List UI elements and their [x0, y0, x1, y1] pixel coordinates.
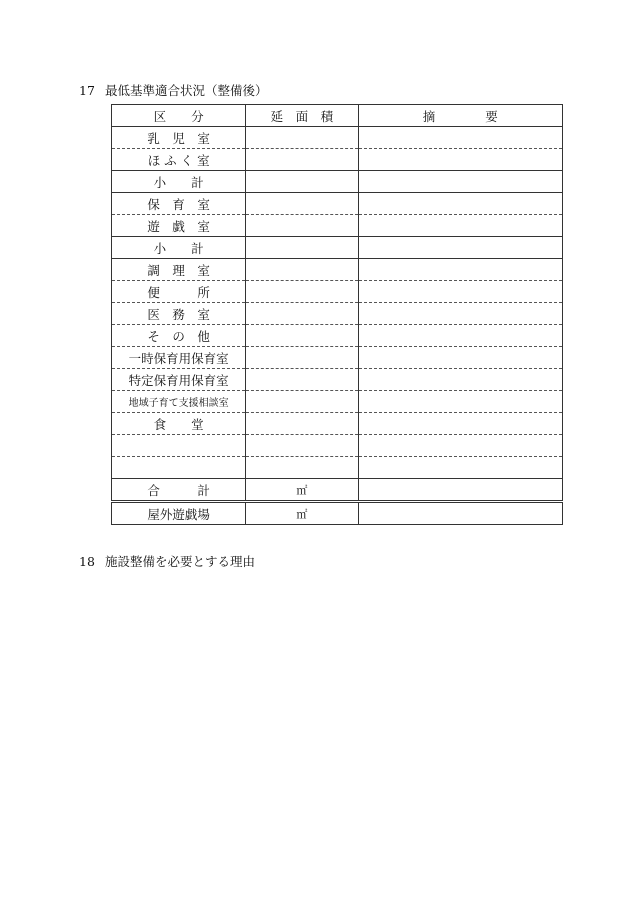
table-row — [112, 435, 563, 457]
row-floor-area-cell[interactable] — [246, 149, 358, 171]
row-category-cell: 便 所 — [112, 281, 246, 303]
row-floor-area-cell[interactable] — [246, 281, 358, 303]
table-row — [112, 127, 563, 149]
table-row — [112, 171, 563, 193]
table-row — [112, 193, 563, 215]
row-summary-cell[interactable] — [358, 281, 562, 303]
row-category-cell: 小 計 — [112, 237, 246, 259]
row-floor-area-cell[interactable] — [246, 237, 358, 259]
row-category-cell: 遊 戯 室 — [112, 215, 246, 237]
section-18-title: 施設整備を必要とする理由 — [105, 554, 256, 569]
row-category-cell: 調 理 室 — [112, 259, 246, 281]
row-summary-cell[interactable] — [358, 347, 562, 369]
row-floor-area-cell[interactable] — [246, 413, 358, 435]
section-17-heading — [79, 85, 268, 98]
row-category-cell: 特定保育用保育室 — [112, 369, 246, 391]
table-row — [112, 281, 563, 303]
row-summary-cell[interactable] — [358, 303, 562, 325]
total-row-floor-area-cell[interactable] — [246, 479, 358, 502]
table-row — [112, 325, 563, 347]
row-summary-cell[interactable] — [358, 171, 562, 193]
outdoor-play-area-row-label: 屋外遊戯場 — [112, 502, 246, 525]
section-17-title: 最低基準適合状況（整備後） — [105, 83, 268, 98]
table-row — [112, 215, 563, 237]
row-summary-cell[interactable] — [358, 259, 562, 281]
row-category-cell: ほ ふ く 室 — [112, 149, 246, 171]
row-summary-cell[interactable] — [358, 369, 562, 391]
row-summary-cell[interactable] — [358, 215, 562, 237]
table-row — [112, 303, 563, 325]
table-row — [112, 347, 563, 369]
row-category-cell: そ の 他 — [112, 325, 246, 347]
table-row — [112, 391, 563, 413]
row-category-cell: 地域子育て支援相談室 — [112, 391, 246, 413]
row-floor-area-cell[interactable] — [246, 325, 358, 347]
row-floor-area-cell[interactable] — [246, 171, 358, 193]
row-summary-cell[interactable] — [358, 391, 562, 413]
row-category-cell: 食 堂 — [112, 413, 246, 435]
row-floor-area-cell[interactable] — [246, 457, 358, 479]
row-category-cell: 小 計 — [112, 171, 246, 193]
row-summary-cell[interactable] — [358, 193, 562, 215]
square-meter-unit: ㎡ — [296, 483, 308, 497]
table-header-row — [112, 105, 563, 127]
row-floor-area-cell[interactable] — [246, 259, 358, 281]
facility-standards-table — [111, 104, 563, 525]
outdoor-play-area-row-summary-cell[interactable] — [358, 502, 562, 525]
header-summary: 摘 要 — [358, 105, 562, 127]
row-category-cell: 保 育 室 — [112, 193, 246, 215]
table-row — [112, 237, 563, 259]
row-category-cell: 乳 児 室 — [112, 127, 246, 149]
outdoor-play-area-row-floor-area-cell[interactable] — [246, 502, 358, 525]
row-category-cell — [112, 457, 246, 479]
row-floor-area-cell[interactable] — [246, 435, 358, 457]
section-18-heading — [79, 556, 255, 569]
row-category-cell: 一時保育用保育室 — [112, 347, 246, 369]
row-summary-cell[interactable] — [358, 435, 562, 457]
header-category: 区 分 — [112, 105, 246, 127]
outdoor-play-area-row — [112, 502, 563, 525]
row-floor-area-cell[interactable] — [246, 193, 358, 215]
table-row — [112, 259, 563, 281]
row-floor-area-cell[interactable] — [246, 215, 358, 237]
row-summary-cell[interactable] — [358, 457, 562, 479]
row-summary-cell[interactable] — [358, 237, 562, 259]
row-floor-area-cell[interactable] — [246, 127, 358, 149]
table-row — [112, 457, 563, 479]
row-floor-area-cell[interactable] — [246, 369, 358, 391]
total-row-summary-cell[interactable] — [358, 479, 562, 502]
row-summary-cell[interactable] — [358, 325, 562, 347]
row-category-cell — [112, 435, 246, 457]
section-17-number: 17 — [79, 83, 95, 98]
row-floor-area-cell[interactable] — [246, 347, 358, 369]
table-row — [112, 149, 563, 171]
section-18-number: 18 — [79, 554, 95, 569]
total-row-label: 合 計 — [112, 479, 246, 502]
table-row — [112, 369, 563, 391]
total-row — [112, 479, 563, 502]
header-floor-area: 延 面 積 — [246, 105, 358, 127]
row-summary-cell[interactable] — [358, 413, 562, 435]
row-floor-area-cell[interactable] — [246, 391, 358, 413]
row-floor-area-cell[interactable] — [246, 303, 358, 325]
row-summary-cell[interactable] — [358, 127, 562, 149]
row-category-cell: 医 務 室 — [112, 303, 246, 325]
table-row — [112, 413, 563, 435]
square-meter-unit: ㎡ — [296, 507, 308, 521]
row-summary-cell[interactable] — [358, 149, 562, 171]
